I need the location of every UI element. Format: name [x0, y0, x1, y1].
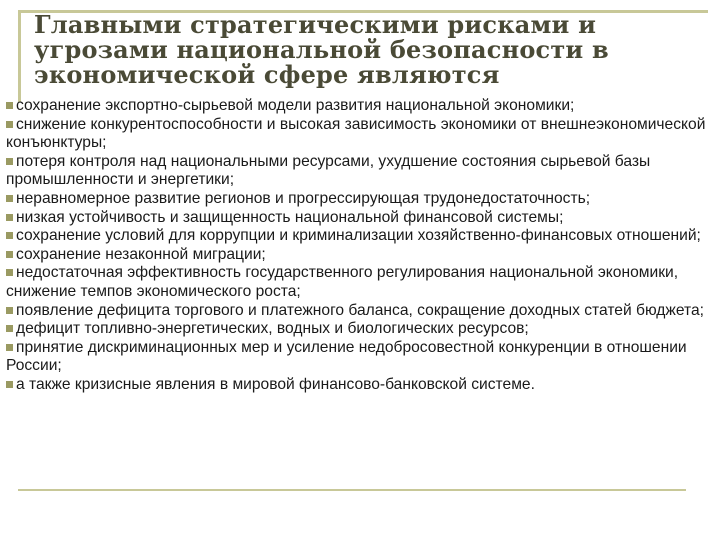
- square-bullet-icon: [6, 195, 13, 202]
- list-item: [6, 153, 714, 190]
- list-item: [6, 190, 714, 209]
- list-item-text: низкая устойчивость и защищенность национальной финансовой системы;: [16, 208, 564, 226]
- list-item-text: сохранение условий для коррупции и криминализации хозяйственно-финансовых отношений;: [16, 227, 701, 245]
- list-item: [6, 227, 714, 246]
- square-bullet-icon: [6, 214, 13, 221]
- slide-title: Главными стратегическими рисками и угрозами национальной безопасности в экономической сфере являются: [34, 10, 609, 89]
- square-bullet-icon: [6, 121, 13, 128]
- list-item-text: потеря контроля над национальными ресурсами, ухудшение состояния сырьевой базы промышленности и энергетики;: [6, 152, 651, 189]
- square-bullet-icon: [6, 325, 13, 332]
- square-bullet-icon: [6, 269, 13, 276]
- list-item-text: неравномерное развитие регионов и прогрессирующая трудонедостаточность;: [16, 189, 591, 207]
- list-item-text: недостаточная эффективность государственного регулирования национальной экономики, снижение темпов экономического роста;: [6, 264, 679, 300]
- list-item: [6, 320, 714, 339]
- list-item: [6, 302, 714, 321]
- list-item-text: появление дефицита торгового и платежного баланса, сокращение доходных статей бюджета;: [16, 301, 704, 319]
- list-item: [6, 264, 714, 301]
- square-bullet-icon: [6, 251, 13, 258]
- list-item-text: снижение конкурентоспособности и высокая зависимость экономики от внешнеэкономической конъюнктуры;: [6, 115, 706, 152]
- list-item: [6, 339, 714, 376]
- list-item: [6, 209, 714, 228]
- list-item-text: дефицит топливно-энергетических, водных и биологических ресурсов;: [16, 320, 529, 338]
- bottom-rule: [18, 489, 686, 491]
- list-item-text: а также кризисные явления в мировой финансово-банковской системе.: [16, 375, 535, 393]
- title-left-rule: [18, 10, 21, 102]
- square-bullet-icon: [6, 381, 13, 388]
- list-item-text: сохранение экспортно-сырьевой модели развития национальной экономики;: [16, 97, 575, 114]
- list-item: [6, 116, 714, 153]
- list-item: [6, 97, 714, 116]
- square-bullet-icon: [6, 158, 13, 165]
- square-bullet-icon: [6, 344, 13, 351]
- list-item-text: принятие дискриминационных мер и усиление недобросовестной конкуренции в отношении России;: [6, 338, 687, 375]
- square-bullet-icon: [6, 102, 13, 109]
- square-bullet-icon: [6, 232, 13, 239]
- list-item: [6, 246, 714, 265]
- square-bullet-icon: [6, 307, 13, 314]
- list-item: [6, 376, 714, 395]
- list-item-text: сохранение незаконной миграции;: [16, 245, 266, 263]
- bullet-list: [6, 97, 714, 395]
